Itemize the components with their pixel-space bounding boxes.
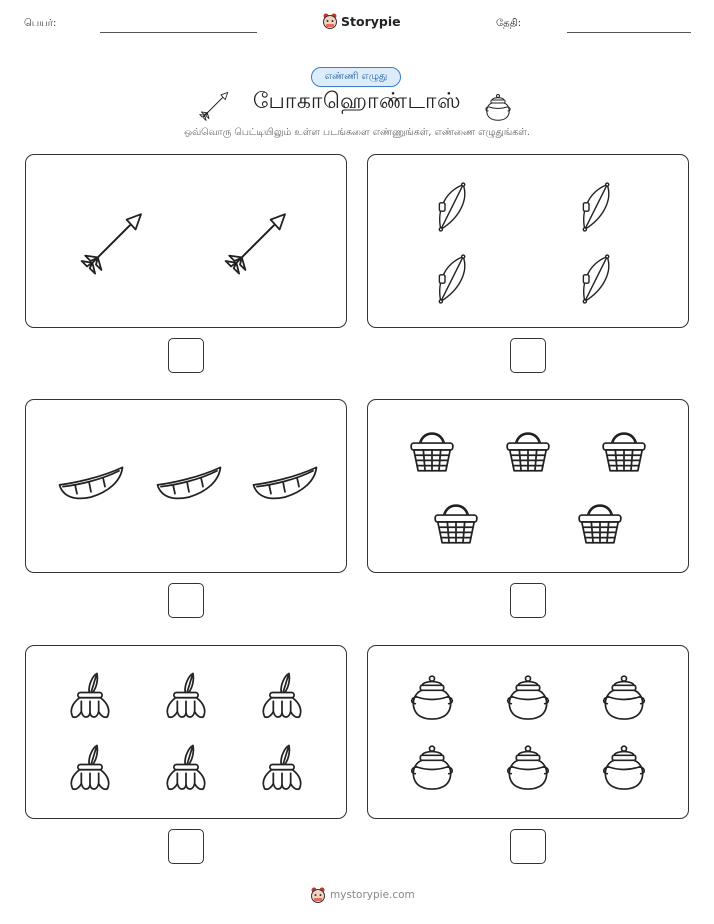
feather-headdress-icon [160,670,212,722]
answer-box[interactable] [168,338,204,373]
name-label: பெயர்: [24,18,57,29]
feather-headdress-icon [256,742,308,794]
storypie-mascot-icon [310,886,326,904]
basket-icon [574,496,626,548]
title-pot-icon [482,92,514,122]
name-line[interactable] [100,32,257,33]
basket-icon [406,424,458,476]
feather-headdress-icon [256,670,308,722]
arrow-icon [222,207,294,279]
answer-box[interactable] [510,338,546,373]
brand-name: Storypie [341,13,401,29]
feather-headdress-icon [64,670,116,722]
clay-pot-icon [502,672,554,722]
answer-box[interactable] [168,829,204,864]
bow-icon [430,251,474,307]
clay-pot-icon [406,672,458,722]
feather-headdress-icon [64,742,116,794]
page-title: போகாஹொண்டாஸ் [252,89,462,114]
answer-box[interactable] [510,583,546,618]
answer-box[interactable] [168,583,204,618]
footer [310,886,415,904]
basket-icon [430,496,482,548]
canoe-icon [154,462,224,506]
canoe-icon [56,462,126,506]
count-panel-canoes [25,399,347,573]
instructions: ஒவ்வொரு பெட்டியிலும் உள்ள படங்களை எண்ணுங்கள், எண்ணை எழுதுங்கள். [184,127,530,138]
basket-icon [598,424,650,476]
clay-pot-icon [598,672,650,722]
bow-icon [574,251,618,307]
count-panel-headdresses [25,645,347,819]
basket-icon [502,424,554,476]
count-panel-arrows [25,154,347,328]
arrow-icon [78,207,150,279]
clay-pot-icon [598,742,650,792]
footer-url[interactable]: mystorypie.com [330,889,415,901]
date-line[interactable] [567,32,691,33]
storypie-mascot-icon [322,12,338,30]
clay-pot-icon [406,742,458,792]
count-panel-pots [367,645,689,819]
bow-icon [430,179,474,235]
date-label: தேதி: [496,18,522,29]
feather-headdress-icon [160,742,212,794]
storypie-logo [322,12,401,30]
activity-badge: எண்ணி எழுது [311,67,401,87]
canoe-icon [250,462,320,506]
bow-icon [574,179,618,235]
count-panel-bows [367,154,689,328]
count-panel-baskets [367,399,689,573]
clay-pot-icon [502,742,554,792]
answer-box[interactable] [510,829,546,864]
